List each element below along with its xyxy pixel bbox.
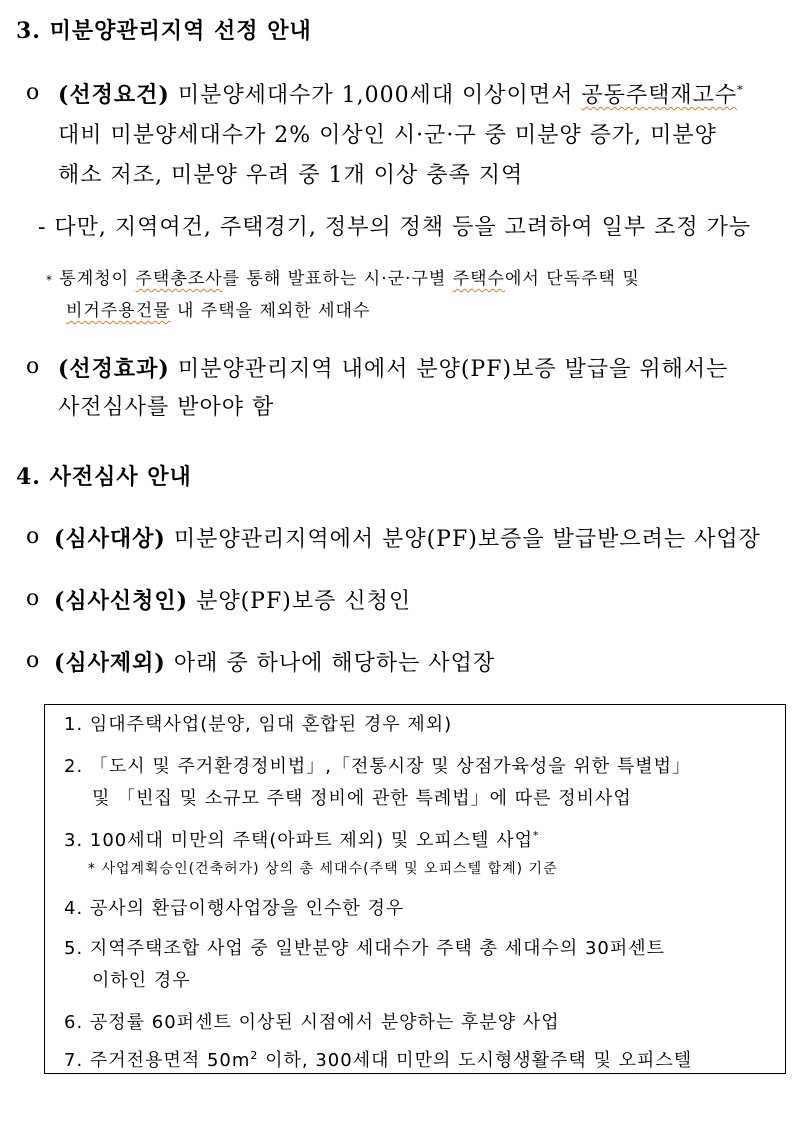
exclusion-item-6: 6. 공정률 60퍼센트 이상된 시점에서 분양하는 후분양 사업: [64, 1012, 560, 1033]
section-3-heading: 3. 미분양관리지역 선정 안내: [16, 18, 312, 44]
requirement-line-3: 해소 저조, 미분양 우려 중 1개 이상 충족 지역: [58, 163, 524, 188]
bullet: o: [26, 354, 40, 379]
exclusion-item-5-line-2: 이하인 경우: [92, 970, 191, 991]
exclusion-item-7-text-a: 7. 주거전용면적 50m: [64, 1050, 251, 1071]
review-applicant: [54, 584, 411, 615]
footnote-line-2: [66, 296, 370, 321]
review-target: [54, 522, 761, 553]
review-applicant-label: (심사신청인): [54, 588, 189, 614]
review-exclusion-label: (심사제외): [54, 650, 166, 676]
footnote-text-e: 에서 단독주택 및: [504, 269, 640, 289]
effect-line-2: 사전심사를 받아야 함: [58, 395, 275, 420]
exclusion-item-2-line-2: 및 「빈집 및 소규모 주택 정비에 관한 특례법」에 따른 정비사업: [92, 788, 632, 809]
review-exclusion-text: 아래 중 하나에 해당하는 사업장: [165, 651, 496, 676]
footnote-text-a: 통계청이: [53, 269, 136, 289]
footnote-line-1: [46, 264, 640, 289]
review-target-text: 미분양관리지역에서 분양(PF)보증을 발급받으려는 사업장: [165, 527, 761, 552]
requirement-text-1: 미분양세대수가 1,000세대 이상이면서: [169, 83, 582, 108]
exclusion-item-1: 1. 임대주택사업(분양, 임대 혼합된 경우 제외): [64, 714, 453, 735]
exclusion-item-2-line-1: 2. 「도시 및 주거환경정비법」,「전통시장 및 상점가육성을 위한 특별법」: [64, 756, 692, 777]
effect-line-1: [58, 352, 728, 383]
bullet: o: [26, 80, 40, 105]
exclusion-item-5-line-1: 5. 지역주택조합 사업 중 일반분양 세대수가 주택 총 세대수의 30퍼센트: [64, 938, 666, 959]
census-term: 주택총조사: [135, 269, 223, 289]
effect-label: (선정효과): [58, 356, 170, 382]
exclusion-item-3-note: * 사업계획승인(건축허가) 상의 총 세대수(주택 및 오피스텔 합계) 기준: [88, 861, 558, 877]
non-residential-term: 비거주용건물: [66, 301, 171, 321]
effect-text-1: 미분양관리지역 내에서 분양(PF)보증 발급을 위해서는: [169, 357, 729, 382]
requirement-line-1: [58, 78, 786, 109]
exclusion-item-3: [64, 826, 540, 852]
exclusion-item-3-text: 3. 100세대 미만의 주택(아파트 제외) 및 오피스텔 사업: [64, 830, 533, 851]
review-target-label: (심사대상): [54, 526, 166, 552]
footnote-marker: *: [737, 83, 744, 97]
requirement-line-2: 대비 미분양세대수가 2% 이상인 시·군·구 중 미분양 증가, 미분양: [58, 123, 717, 148]
exclusion-item-7-text-b: 이하, 300세대 미만의 도시형생활주택 및 오피스텔: [258, 1050, 693, 1071]
footnote-marker: *: [533, 829, 540, 842]
housing-stock-term: 공동주택재고수: [581, 83, 738, 108]
exclusion-item-4: 4. 공사의 환급이행사업장을 인수한 경우: [64, 898, 405, 919]
exclusion-item-7: [64, 1046, 692, 1072]
footnote-text-c: 를 통해 발표하는 시·군·구별: [222, 269, 453, 289]
section-4-heading: 4. 사전심사 안내: [16, 464, 192, 490]
bullet: o: [26, 524, 40, 549]
adjustment-note: - 다만, 지역여건, 주택경기, 정부의 정책 등을 고려하여 일부 조정 가능: [38, 215, 752, 240]
review-exclusion: [54, 646, 495, 677]
bullet: o: [26, 648, 40, 673]
housing-count-term: 주택수: [452, 269, 505, 289]
bullet: o: [26, 586, 40, 611]
requirement-label: (선정요건): [58, 82, 170, 108]
review-applicant-text: 분양(PF)보증 신청인: [188, 589, 412, 614]
footnote-text-g: 내 주택을 제외한 세대수: [170, 301, 371, 321]
squared-superscript: 2: [250, 1049, 259, 1062]
footnote-star: *: [46, 273, 53, 287]
